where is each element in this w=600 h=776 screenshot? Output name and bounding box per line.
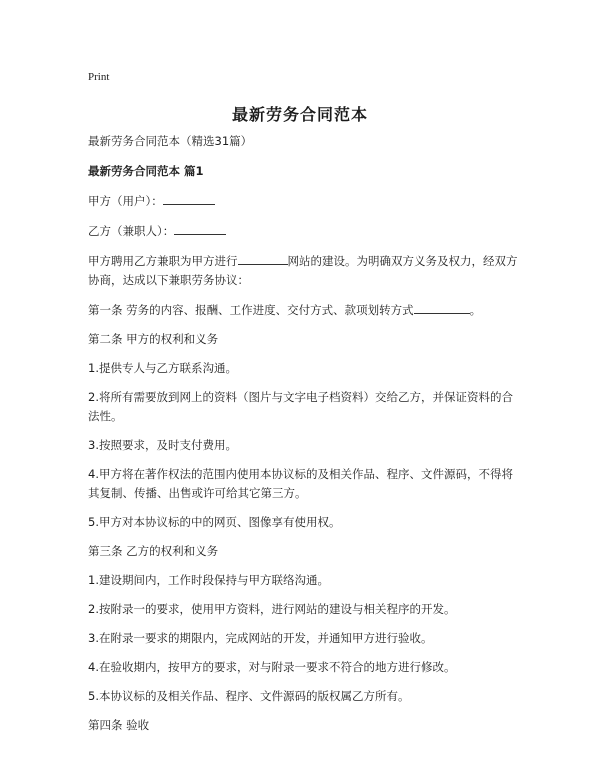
list-item: 2.将所有需要放到网上的资料（图片与文字电子档资料）交给乙方，并保证资料的合法性。 <box>88 390 513 423</box>
list-item: 4.甲方将在著作权法的范围内使用本协议标的及相关作品、程序、文件源码，不得将其复制、传播、出售或许可给其它第三方。 <box>88 467 513 500</box>
article-1-text: 第一条 劳务的内容、报酬、工作进度、交付方式、款项划转方式 <box>88 303 414 317</box>
list-item: 5.甲方对本协议标的中的网页、图像享有使用权。 <box>88 515 341 529</box>
list-item: 3.按照要求，及时支付费用。 <box>88 438 237 452</box>
article-1-blank <box>414 300 470 314</box>
document-subtitle: 最新劳务合同范本（精选31篇） <box>88 134 253 148</box>
list-item: 4.在验收期内，按甲方的要求，对与附录一要求不符合的地方进行修改。 <box>88 660 456 674</box>
list-item: 1.建设期间内，工作时段保持与甲方联络沟通。 <box>88 573 329 587</box>
list-item: 1.提供专人与乙方联系沟通。 <box>88 361 237 375</box>
print-link[interactable]: Print <box>88 71 110 83</box>
section-heading: 最新劳务合同范本 篇1 <box>88 164 204 178</box>
intro-text-2: 网站的建设。为明确双方义务及权力，经双方协商，达成以下兼职劳务协议： <box>88 254 518 287</box>
list-item: 2.按附录一的要求，使用甲方资料，进行网站的建设与相关程序的开发。 <box>88 602 456 616</box>
article-1 <box>88 300 520 320</box>
party-b-line <box>88 221 520 241</box>
list-item: 3.在附录一要求的期限内，完成网站的开发，并通知甲方进行验收。 <box>88 631 433 645</box>
document-body <box>88 132 520 745</box>
website-name-blank <box>238 251 288 265</box>
party-a-label: 甲方（用户）： <box>88 194 163 208</box>
document-title: 最新劳务合同范本 <box>231 105 368 124</box>
party-a-line <box>88 191 520 211</box>
article-3-title: 第三条 乙方的权利和义务 <box>88 544 219 558</box>
intro-paragraph <box>88 251 520 290</box>
party-b-label: 乙方（兼职人）： <box>88 224 175 238</box>
article-2-title: 第二条 甲方的权利和义务 <box>88 332 219 346</box>
list-item: 5.本协议标的及相关作品、程序、文件源码的版权属乙方所有。 <box>88 689 410 703</box>
intro-text-1: 甲方聘用乙方兼职为甲方进行 <box>88 254 238 268</box>
article-4-title: 第四条 验收 <box>88 718 150 732</box>
party-a-blank <box>163 191 215 205</box>
article-1-end: 。 <box>469 303 482 317</box>
party-b-blank <box>174 221 226 235</box>
